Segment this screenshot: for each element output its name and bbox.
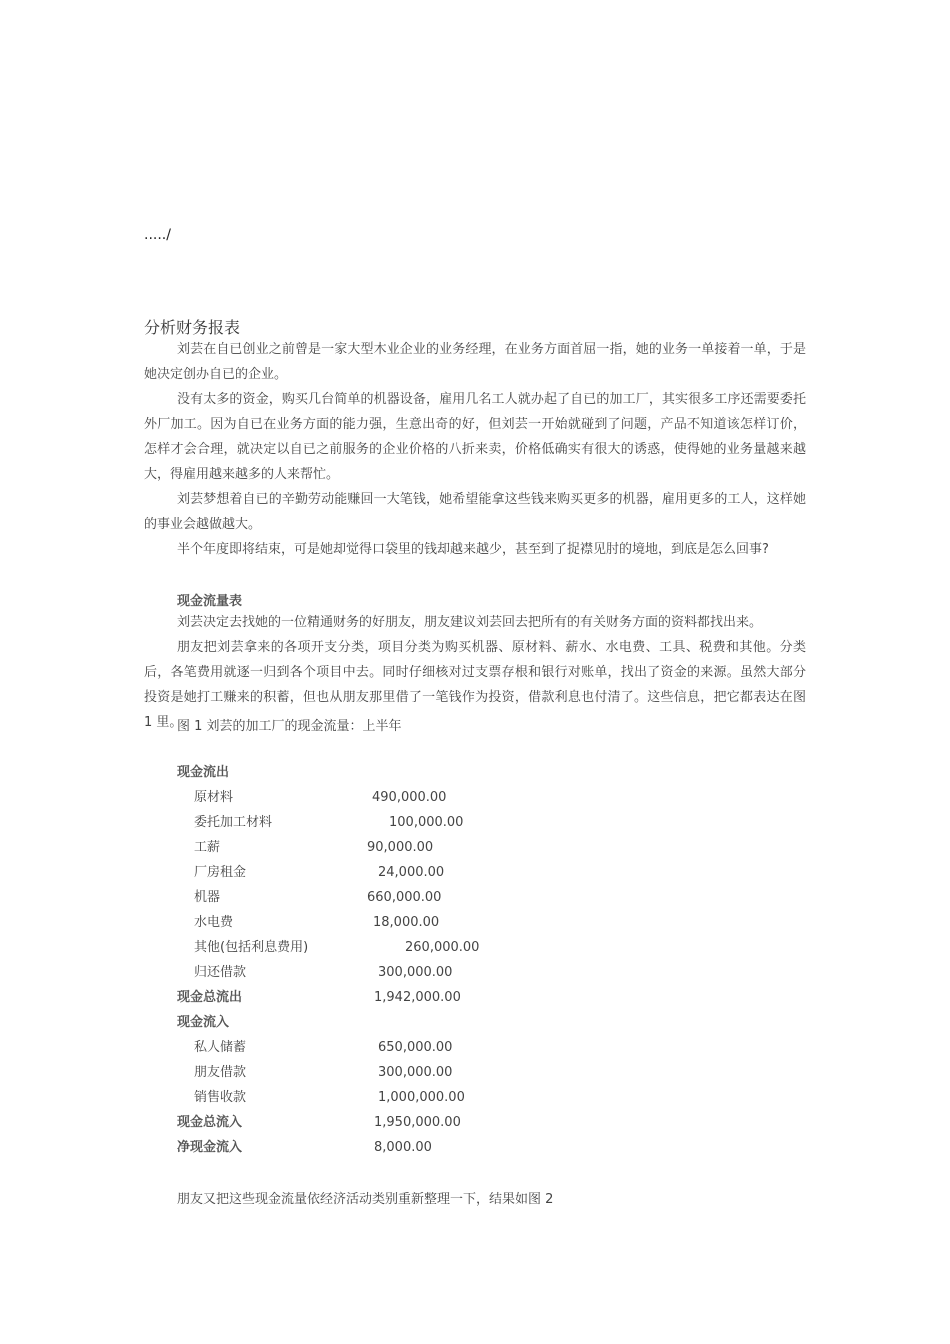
item-value: 1,000,000.00: [378, 1090, 465, 1105]
total-inflow-label: 现金总流入: [177, 1115, 243, 1130]
cashflow-paragraph: 刘芸决定去找她的一位精通财务的好朋友，朋友建议刘芸回去把所有的有关财务方面的资料都找出来。: [177, 615, 763, 630]
cashflow-paragraph: 朋友把刘芸拿来的各项开支分类，项目分类为购买机器、原材料、薪水、水电费、工具、税费和其他。分类后，各笔费用就逐一归到各个项目中去。同时仔细核对过支票存根和银行对账单，找出了资金的来源。虽然大部分投资是她打工赚来的积蓄，但也从朋友那里借了一笔钱作为投资，借款利息也付清了。这些信息，把它都表达在图 1 里。: [144, 640, 806, 730]
item-value: 260,000.00: [405, 940, 480, 955]
item-label: 厂房租金: [194, 865, 247, 880]
item-value: 660,000.00: [367, 890, 442, 905]
cashflow-heading: 现金流量表: [177, 594, 243, 609]
net-inflow-label: 净现金流入: [177, 1140, 243, 1155]
intro-paragraph: 没有太多的资金，购买几台简单的机器设备，雇用几名工人就办起了自已的加工厂，其实很多工序还需要委托外厂加工。因为自已在业务方面的能力强，生意出奇的好，但刘芸一开始就碰到了问题，产品不知道该怎样订价，怎样才会合理，就决定以自已之前服务的企业价格的八折来卖，价格低确实有很大的诱惑，使得她的业务量越来越大，得雇用越来越多的人来帮忙。: [144, 392, 806, 482]
outflow-heading: 现金流出: [177, 765, 230, 780]
intro-paragraph: 刘芸在自已创业之前曾是一家大型木业企业的业务经理，在业务方面首屈一指，她的业务一单接着一单，于是她决定创办自已的企业。: [144, 342, 806, 382]
item-label: 机器: [194, 890, 221, 905]
item-value: 300,000.00: [378, 965, 453, 980]
item-label: 朋友借款: [194, 1065, 247, 1080]
item-value: 18,000.00: [373, 915, 440, 930]
item-label: 工薪: [194, 840, 221, 855]
item-value: 490,000.00: [372, 790, 447, 805]
item-value: 300,000.00: [378, 1065, 453, 1080]
intro-paragraph: 刘芸梦想着自已的辛勤劳动能赚回一大笔钱，她希望能拿这些钱来购买更多的机器，雇用更多的工人，这样她的事业会越做越大。: [144, 492, 806, 532]
figure-caption: 图 1 刘芸的加工厂的现金流量：上半年: [177, 719, 402, 734]
item-label: 其他(包括利息费用): [194, 940, 309, 955]
closing-line: 朋友又把这些现金流量依经济活动类别重新整理一下，结果如图 2: [177, 1192, 554, 1207]
total-inflow-value: 1,950,000.00: [374, 1115, 461, 1130]
item-value: 90,000.00: [367, 840, 434, 855]
item-value: 650,000.00: [378, 1040, 453, 1055]
item-label: 归还借款: [194, 965, 247, 980]
total-outflow-label: 现金总流出: [177, 990, 243, 1005]
header-ellipsis: ...../: [144, 227, 171, 243]
item-value: 24,000.00: [378, 865, 445, 880]
item-value: 100,000.00: [389, 815, 464, 830]
intro-paragraph: 半个年度即将结束，可是她却觉得口袋里的钱却越来越少，甚至到了捉襟见肘的境地，到底是怎么回事?: [177, 542, 769, 557]
item-label: 销售收款: [194, 1090, 247, 1105]
item-label: 私人储蓄: [194, 1040, 247, 1055]
item-label: 原材料: [194, 790, 234, 805]
item-label: 水电费: [194, 915, 234, 930]
net-inflow-value: 8,000.00: [374, 1140, 432, 1155]
item-label: 委托加工材料: [194, 815, 273, 830]
total-outflow-value: 1,942,000.00: [374, 990, 461, 1005]
inflow-heading: 现金流入: [177, 1015, 230, 1030]
intro-text: [144, 337, 806, 562]
section-title: 分析财务报表: [144, 318, 241, 337]
